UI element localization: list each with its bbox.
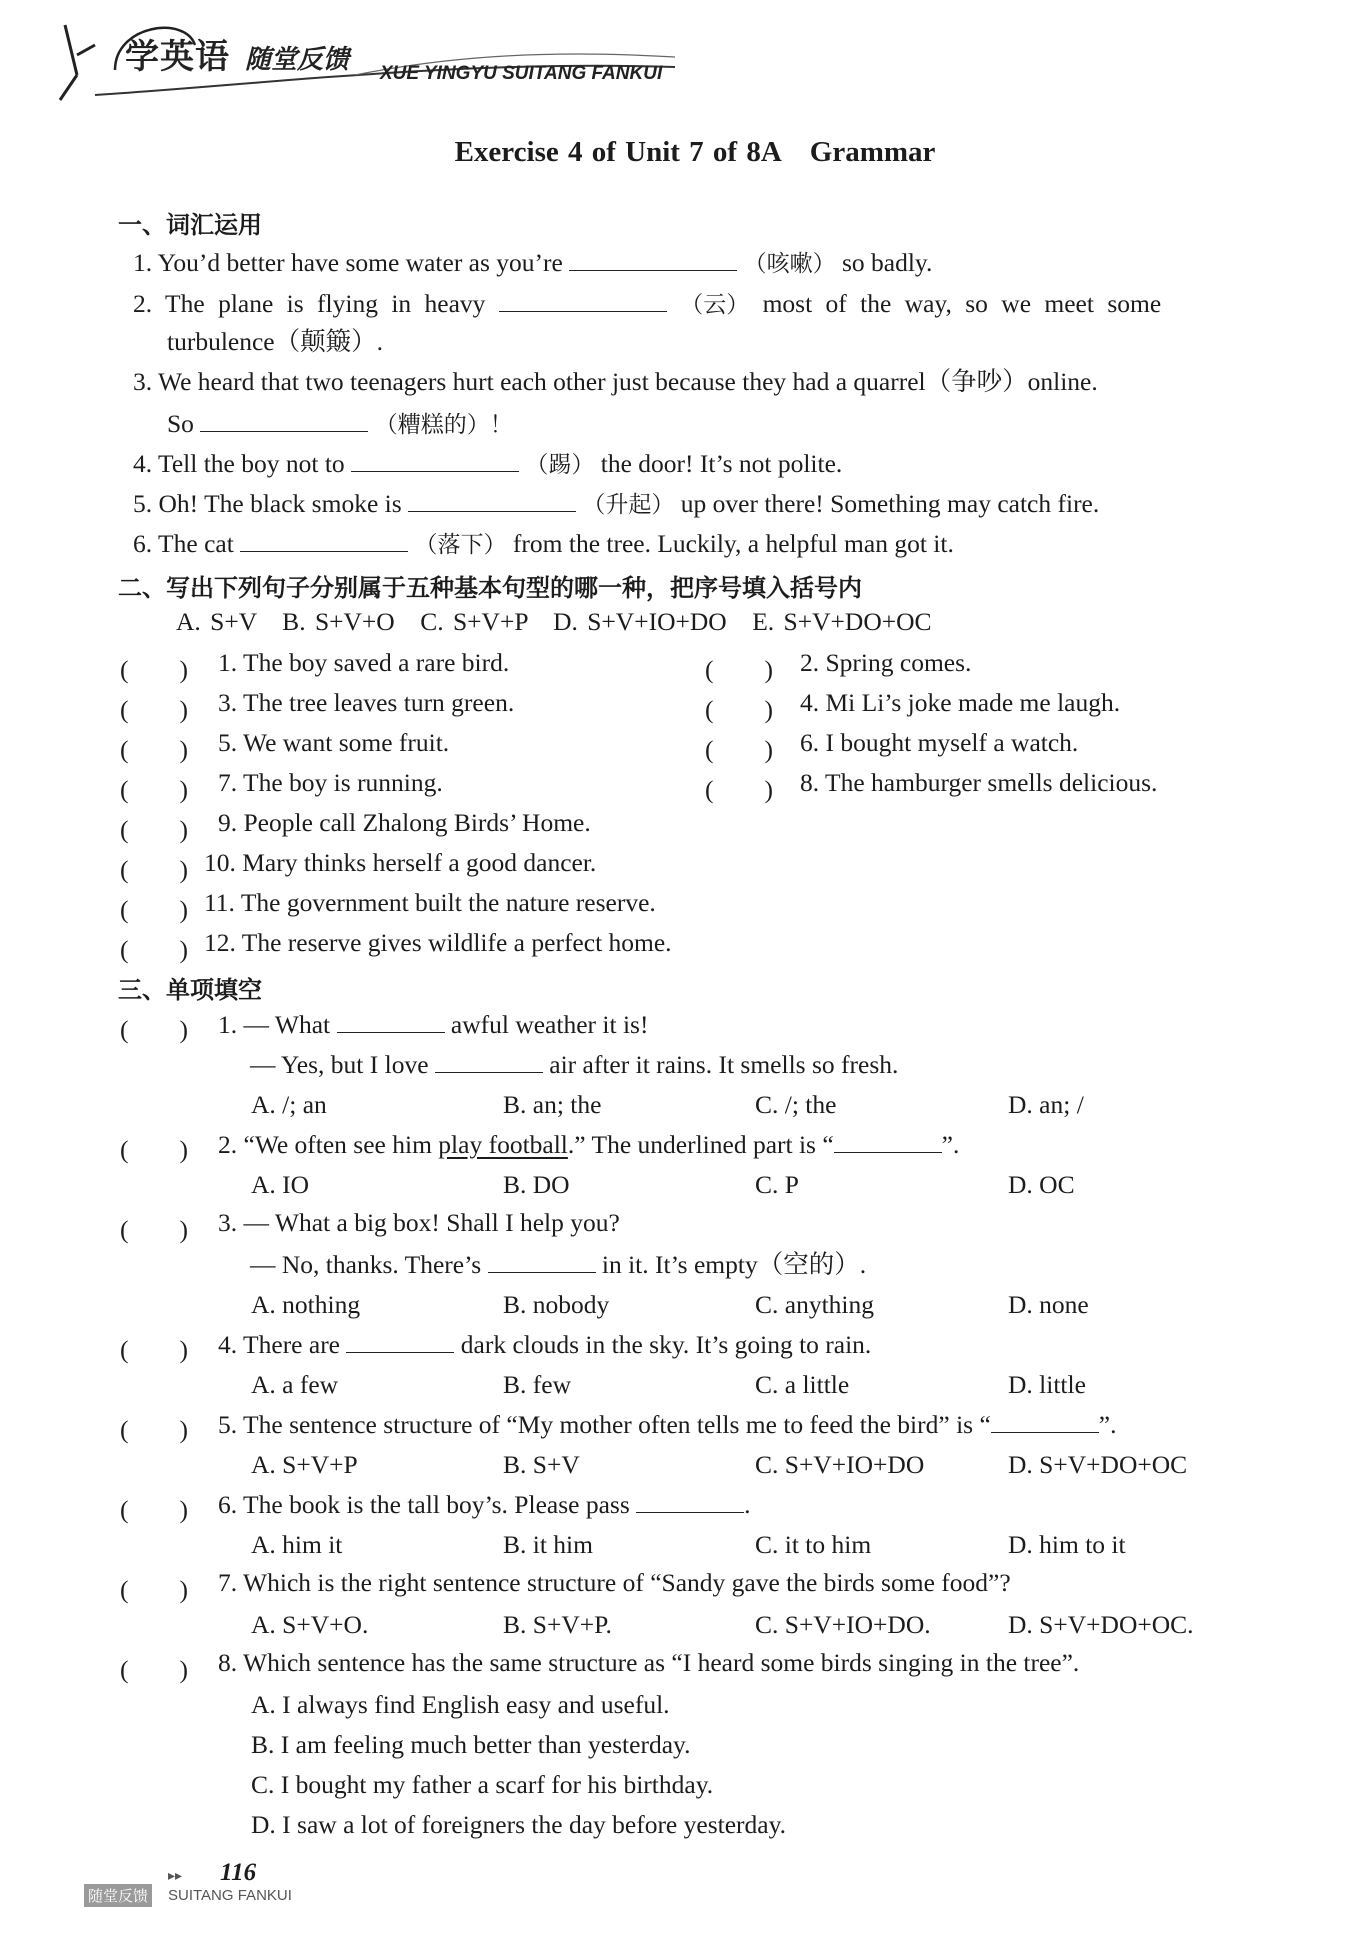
pattern-item: 1. The boy saved a rare bird.: [218, 648, 510, 677]
vocab-item-1: [133, 248, 932, 276]
question-text: — Yes, but I love: [250, 1050, 429, 1079]
mc-question-6: [218, 1490, 751, 1518]
answer-parens[interactable]: ( ): [120, 1015, 188, 1044]
answer-parens[interactable]: ( ): [120, 1335, 188, 1364]
option-a[interactable]: A. S+V+O.: [251, 1610, 369, 1639]
question-text: Which sentence has the same structure as “I heard some birds singing in the tree”.: [243, 1648, 1080, 1677]
section-1-heading: 一、词汇运用: [118, 211, 262, 239]
chinese-hint: （咳嗽）: [743, 251, 836, 277]
option-a[interactable]: A. him it: [251, 1530, 343, 1559]
answer-parens[interactable]: ( ): [705, 655, 773, 684]
chinese-hint: （糟糕的）！: [374, 412, 513, 438]
item-text: The cat: [158, 529, 234, 558]
option-d[interactable]: D. S+V+DO+OC: [1008, 1450, 1188, 1479]
mc-question-3-line2: [250, 1250, 866, 1278]
item-text: the door! It’s not polite.: [600, 449, 843, 478]
option-b[interactable]: B. it him: [503, 1530, 593, 1559]
answer-parens[interactable]: ( ): [120, 935, 188, 964]
question-number: 8.: [218, 1648, 238, 1677]
pattern-item: 2. Spring comes.: [800, 648, 972, 677]
answer-parens[interactable]: ( ): [120, 1655, 188, 1684]
question-text: Which is the right sentence structure of “Sandy gave the birds some food”?: [243, 1568, 1011, 1597]
answer-blank[interactable]: [240, 529, 408, 552]
item-text: most of the way, so we meet some: [762, 289, 1162, 318]
item-number: 5.: [133, 489, 153, 518]
pattern-item: 6. I bought myself a watch.: [800, 728, 1079, 757]
answer-parens[interactable]: ( ): [705, 695, 773, 724]
item-number: 2.: [133, 289, 153, 318]
option-d[interactable]: D. S+V+DO+OC.: [1008, 1610, 1194, 1639]
section-3-heading: 三、单项填空: [118, 976, 262, 1004]
option-b[interactable]: B. I am feeling much better than yesterday.: [251, 1730, 691, 1759]
option-c[interactable]: C. S+V+IO+DO.: [755, 1610, 931, 1639]
question-text: air after it rains. It smells so fresh.: [549, 1050, 899, 1079]
question-text: The book is the tall boy’s. Please pass: [243, 1490, 630, 1519]
question-text: .: [744, 1490, 751, 1519]
question-text: The sentence structure of “My mother often tells me to feed the bird” is “: [243, 1410, 991, 1439]
question-text: .” The underlined part is “: [567, 1130, 834, 1159]
question-number: 1.: [218, 1010, 238, 1039]
answer-parens[interactable]: ( ): [120, 735, 188, 764]
pattern-item: 9. People call Zhalong Birds’ Home.: [218, 808, 591, 837]
pattern-item: 3. The tree leaves turn green.: [218, 688, 515, 717]
question-number: 3.: [218, 1208, 238, 1237]
answer-parens[interactable]: ( ): [120, 1495, 188, 1524]
logo-chinese-title: 学英语: [125, 37, 230, 77]
answer-blank[interactable]: [834, 1130, 942, 1153]
title-main: Exercise 4 of Unit 7 of 8A: [454, 136, 782, 168]
question-number: 4.: [218, 1330, 238, 1359]
question-text: ”.: [1098, 1410, 1117, 1439]
vocab-item-4: [133, 449, 842, 477]
answer-blank[interactable]: [991, 1410, 1099, 1433]
answer-blank[interactable]: [499, 289, 667, 312]
option-b[interactable]: B. few: [503, 1370, 571, 1399]
item-text: up over there! Something may catch fire.: [680, 489, 1100, 518]
mc-question-2: [218, 1130, 959, 1158]
question-text: awful weather it is!: [450, 1010, 649, 1039]
page-number: 116: [220, 1859, 257, 1886]
question-text: There are: [243, 1330, 341, 1359]
footer-arrows-icon: ▸▸: [168, 1868, 183, 1884]
option-a[interactable]: A. a few: [251, 1370, 339, 1399]
answer-parens[interactable]: ( ): [120, 695, 188, 724]
item-text: Oh! The black smoke is: [158, 489, 402, 518]
item-text: So: [167, 409, 194, 438]
mc-question-7: [218, 1570, 1011, 1596]
option-b[interactable]: B. an; the: [503, 1090, 602, 1119]
option-b[interactable]: B. nobody: [503, 1290, 610, 1319]
option-a[interactable]: A. nothing: [251, 1290, 361, 1319]
question-number: 2.: [218, 1130, 238, 1159]
vocab-item-2: [133, 289, 1161, 317]
vocab-item-2-cont: turbulence（颠簸）.: [167, 327, 383, 356]
option-d[interactable]: D. OC: [1008, 1170, 1075, 1199]
option-a[interactable]: A. S+V+P: [251, 1450, 358, 1479]
pattern-item: 8. The hamburger smells delicious.: [800, 768, 1158, 797]
answer-parens[interactable]: ( ): [120, 815, 188, 844]
item-number: 4.: [133, 449, 153, 478]
question-number: 7.: [218, 1568, 238, 1597]
mc-question-3: [218, 1210, 620, 1236]
item-number: 3.: [133, 367, 153, 396]
answer-blank[interactable]: [408, 489, 576, 512]
option-d[interactable]: D. him to it: [1008, 1530, 1126, 1559]
vocab-item-3-cont: [167, 409, 513, 437]
item-text: You’d better have some water as you’re: [157, 248, 563, 277]
answer-parens[interactable]: ( ): [705, 775, 773, 804]
answer-parens[interactable]: ( ): [120, 775, 188, 804]
option-c[interactable]: C. S+V+IO+DO: [755, 1450, 925, 1479]
option-d[interactable]: D. little: [1008, 1370, 1086, 1399]
question-text: — No, thanks. There’s: [250, 1250, 482, 1279]
option-c[interactable]: C. anything: [755, 1290, 874, 1319]
answer-blank[interactable]: [569, 248, 737, 271]
section-2-heading: 二、写出下列句子分别属于五种基本句型的哪一种，把序号填入括号内: [118, 574, 862, 602]
option-a[interactable]: A. I always find English easy and useful.: [251, 1690, 670, 1719]
footer-tag: 随堂反馈: [84, 1884, 152, 1907]
option-b[interactable]: B. DO: [503, 1170, 570, 1199]
mc-question-1-line2: [250, 1050, 898, 1078]
mc-question-4: [218, 1330, 871, 1358]
item-text: Tell the boy not to: [158, 449, 345, 478]
title-sub: Grammar: [809, 136, 936, 168]
answer-blank[interactable]: [435, 1050, 543, 1073]
chinese-hint: （踢）: [525, 452, 595, 478]
vocab-item-5: [133, 489, 1099, 517]
option-d[interactable]: D. I saw a lot of foreigners the day before yesterday.: [251, 1810, 787, 1839]
mc-question-5: [218, 1410, 1116, 1438]
pattern-item: 7. The boy is running.: [218, 768, 443, 797]
chinese-hint: （升起）: [582, 492, 675, 518]
option-d[interactable]: D. an; /: [1008, 1090, 1084, 1119]
page-title: [0, 136, 1350, 169]
answer-blank[interactable]: [200, 409, 368, 432]
answer-parens[interactable]: ( ): [705, 735, 773, 764]
item-number: 6.: [133, 529, 153, 558]
answer-parens[interactable]: ( ): [120, 1575, 188, 1604]
answer-parens[interactable]: ( ): [120, 1415, 188, 1444]
item-text: The plane is flying in heavy: [165, 289, 486, 318]
mc-question-8: [218, 1650, 1079, 1676]
option-c[interactable]: C. P: [755, 1170, 799, 1199]
option-d[interactable]: D. none: [1008, 1290, 1089, 1319]
vocab-item-3: [133, 369, 1098, 395]
footer-english: SUITANG FANKUI: [168, 1887, 292, 1904]
pattern-item: 5. We want some fruit.: [218, 728, 450, 757]
answer-parens[interactable]: ( ): [120, 1215, 188, 1244]
pattern-item: 4. Mi Li’s joke made me laugh.: [800, 688, 1121, 717]
question-text: dark clouds in the sky. It’s going to rain.: [460, 1330, 872, 1359]
answer-parens[interactable]: ( ): [120, 655, 188, 684]
logo-chinese-subtitle: 随堂反馈: [245, 45, 350, 75]
logo-english: XUE YINGYU SUITANG FANKUI: [380, 63, 663, 84]
question-text: ”.: [941, 1130, 960, 1159]
pattern-item: 11. The government built the nature reserve.: [204, 888, 656, 917]
option-b[interactable]: B. S+V: [503, 1450, 580, 1479]
option-c[interactable]: C. a little: [755, 1370, 850, 1399]
option-c[interactable]: C. it to him: [755, 1530, 872, 1559]
underlined-phrase: play football: [438, 1130, 568, 1159]
answer-parens[interactable]: ( ): [120, 855, 188, 884]
answer-blank[interactable]: [351, 449, 519, 472]
question-text: — What a big box! Shall I help you?: [243, 1208, 620, 1237]
vocab-item-6: [133, 529, 954, 557]
option-a[interactable]: A. /; an: [251, 1090, 327, 1119]
question-text: “We often see him: [243, 1130, 432, 1159]
item-text: We heard that two teenagers hurt each other just because they had a quarrel（争吵）online.: [158, 367, 1098, 396]
option-c[interactable]: C. /; the: [755, 1090, 837, 1119]
answer-blank[interactable]: [488, 1250, 596, 1273]
option-a[interactable]: A. IO: [251, 1170, 310, 1199]
question-text: in it. It’s empty（空的）.: [601, 1250, 867, 1279]
sentence-pattern-options: A. S+V B. S+V+O C. S+V+P D. S+V+IO+DO E. S+V+DO+OC: [176, 607, 932, 636]
answer-blank[interactable]: [346, 1330, 454, 1353]
header-logo: [55, 15, 695, 110]
chinese-hint: （落下）: [414, 532, 507, 558]
pattern-item: 12. The reserve gives wildlife a perfect home.: [204, 928, 672, 957]
question-number: 5.: [218, 1410, 238, 1439]
option-b[interactable]: B. S+V+P.: [503, 1610, 612, 1639]
mc-question-1: [218, 1010, 648, 1038]
chinese-hint: （云）: [680, 292, 750, 318]
question-text: — What: [243, 1010, 331, 1039]
question-number: 6.: [218, 1490, 238, 1519]
pattern-item: 10. Mary thinks herself a good dancer.: [204, 848, 597, 877]
answer-blank[interactable]: [337, 1010, 445, 1033]
answer-parens[interactable]: ( ): [120, 1135, 188, 1164]
option-c[interactable]: C. I bought my father a scarf for his birthday.: [251, 1770, 714, 1799]
answer-parens[interactable]: ( ): [120, 895, 188, 924]
answer-blank[interactable]: [636, 1490, 744, 1513]
item-number: 1.: [133, 248, 153, 277]
item-text: from the tree. Luckily, a helpful man got it.: [512, 529, 954, 558]
item-text: so badly.: [841, 248, 933, 277]
